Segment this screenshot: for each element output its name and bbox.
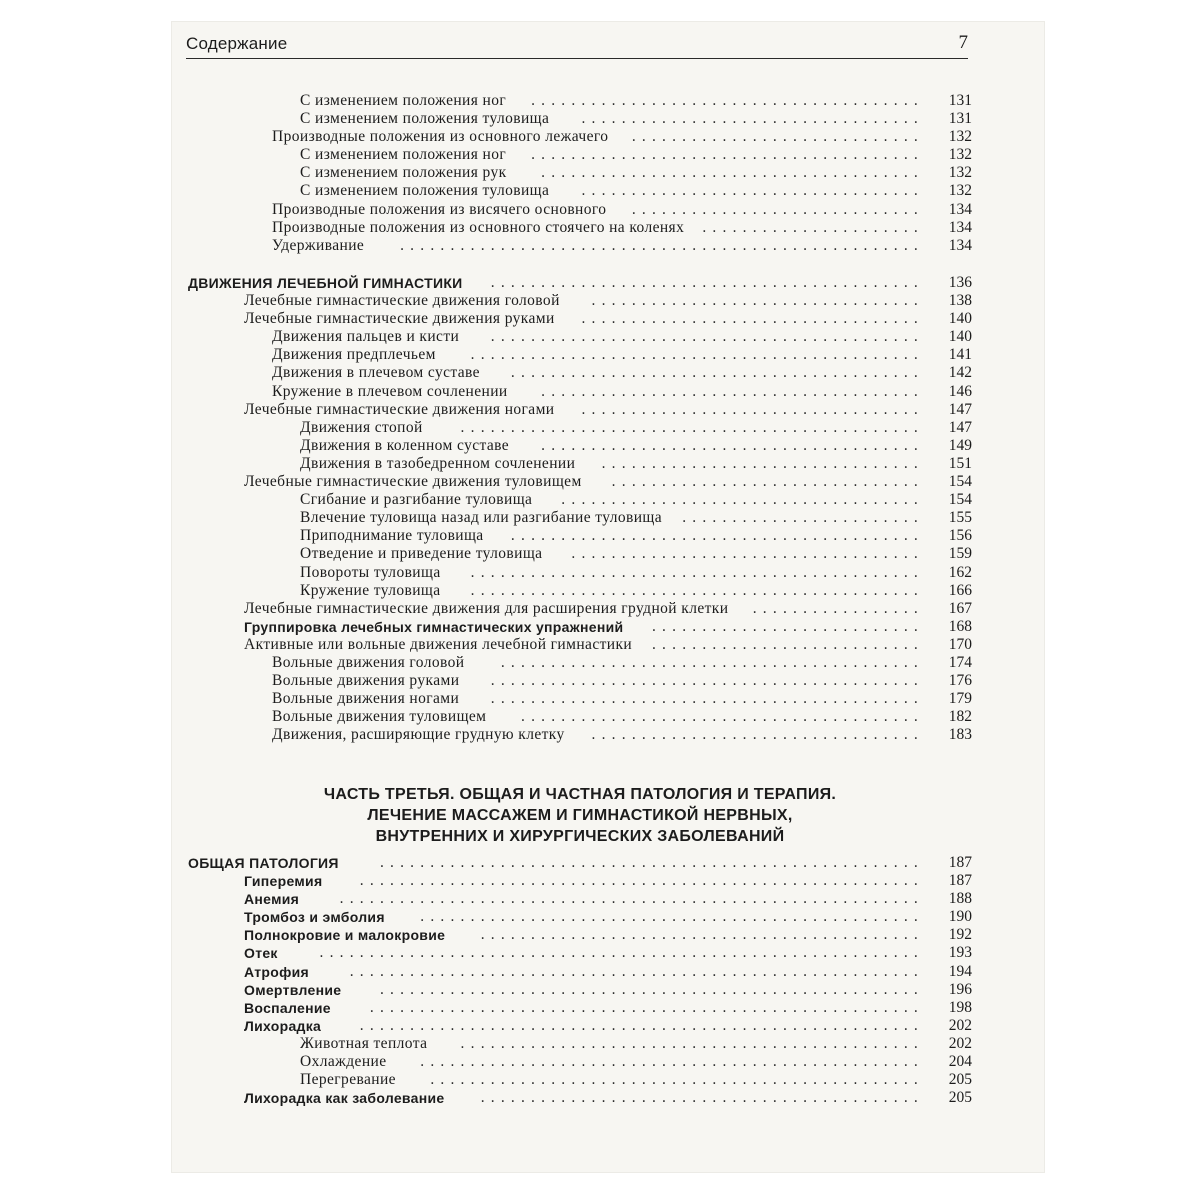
dot-leader: ............................... bbox=[611, 473, 924, 491]
toc-entry bbox=[188, 618, 972, 636]
toc-entry-page: 147 bbox=[948, 400, 972, 418]
toc-entry-page: 192 bbox=[948, 926, 972, 944]
toc-entry-title: Вольные движения туловищем bbox=[272, 708, 487, 726]
dot-leader: ....................................................... bbox=[369, 998, 924, 1016]
toc-entry-title: Кружение в плечевом сочленении bbox=[272, 382, 508, 400]
toc-entry-page: 182 bbox=[948, 708, 972, 726]
dot-leader: ................................ bbox=[601, 454, 924, 472]
toc-entry-title: С изменением положения рук bbox=[300, 164, 507, 182]
toc-entry bbox=[188, 1089, 972, 1107]
dot-leader: ...................... bbox=[702, 218, 924, 236]
toc-entry bbox=[188, 328, 972, 346]
toc-entry-page: 162 bbox=[948, 563, 972, 581]
dot-leader: ....................................... bbox=[531, 92, 924, 109]
toc-entry-title: Движения предплечьем bbox=[272, 346, 436, 364]
toc-entry bbox=[188, 128, 972, 146]
part-heading-line: ЛЕЧЕНИЕ МАССАЖЕМ И ГИМНАСТИКОЙ НЕРВНЫХ, bbox=[367, 807, 793, 824]
toc-entry-title: С изменением положения ног bbox=[300, 146, 507, 164]
toc-entry bbox=[188, 999, 972, 1017]
toc-entry bbox=[188, 491, 972, 509]
toc-entry-page: 168 bbox=[948, 617, 972, 635]
toc-entry bbox=[188, 401, 972, 419]
toc-entry-title: Производные положения из основного лежачего bbox=[272, 128, 609, 146]
toc-entry-page: 134 bbox=[948, 200, 972, 218]
toc-entry-page: 149 bbox=[948, 436, 972, 454]
dot-leader: .............................................. bbox=[460, 1034, 924, 1052]
dot-leader: .................................................. bbox=[420, 1053, 924, 1071]
toc-section-middle bbox=[188, 274, 972, 744]
toc-entry-title: Движения в плечевом суставе bbox=[272, 364, 480, 382]
toc-entry-page: 170 bbox=[948, 635, 972, 653]
dot-leader: ........................................................ bbox=[359, 872, 924, 890]
toc-entry-page: 156 bbox=[948, 527, 972, 545]
toc-entry-page: 174 bbox=[948, 653, 972, 671]
toc-entry bbox=[188, 509, 972, 527]
toc-entry bbox=[188, 473, 972, 491]
dot-leader: ............................................. bbox=[470, 346, 924, 364]
page-number: 7 bbox=[958, 32, 968, 53]
dot-leader: ................................. bbox=[591, 292, 924, 310]
toc-entry bbox=[188, 182, 972, 200]
toc-entry-title: Лихорадка bbox=[244, 1017, 322, 1034]
toc-entry bbox=[188, 346, 972, 364]
toc-entry bbox=[188, 1035, 972, 1053]
toc-entry-page: 159 bbox=[948, 545, 972, 563]
toc-entry-title: Охлаждение bbox=[300, 1053, 387, 1071]
dot-leader: .................................................... bbox=[400, 236, 924, 254]
toc-entry bbox=[188, 636, 972, 654]
running-head bbox=[186, 30, 968, 59]
toc-entry-page: 167 bbox=[948, 599, 972, 617]
toc-entry-title: Лечебные гимнастические движения туловищем bbox=[244, 473, 582, 491]
dot-leader: ........................................ bbox=[521, 708, 924, 726]
toc-entry-page: 205 bbox=[948, 1089, 972, 1107]
toc-entry-page: 151 bbox=[948, 454, 972, 472]
dot-leader: ............................................ bbox=[480, 1089, 924, 1107]
dot-leader: .............................................. bbox=[460, 418, 924, 436]
toc-entry-page: 136 bbox=[948, 274, 972, 291]
dot-leader: ........................... bbox=[651, 635, 924, 653]
toc-entry-title: Перегревание bbox=[300, 1071, 396, 1089]
toc-entry-page: 140 bbox=[948, 310, 972, 328]
toc-entry-title: Кружение туловища bbox=[300, 581, 441, 599]
toc-entry bbox=[188, 1053, 972, 1071]
dot-leader: .................................. bbox=[581, 182, 924, 200]
dot-leader: ...................................... bbox=[541, 436, 924, 454]
toc-entry-title: Омертвление bbox=[244, 981, 342, 998]
toc-entry-title: Отек bbox=[244, 945, 278, 962]
toc-entry bbox=[188, 654, 972, 672]
toc-entry-page: 132 bbox=[948, 182, 972, 200]
toc-entry bbox=[188, 146, 972, 164]
toc-entry-title: Атрофия bbox=[244, 963, 310, 980]
toc-entry-page: 176 bbox=[948, 672, 972, 690]
dot-leader: ......................................................... bbox=[349, 962, 924, 980]
dot-leader: ............................................. bbox=[470, 563, 924, 581]
dot-leader: ...................................... bbox=[541, 382, 924, 400]
dot-leader: ........................... bbox=[651, 617, 924, 635]
toc-entry-title: Влечение туловища назад или разгибание туловища bbox=[300, 509, 663, 527]
toc-entry-page: 142 bbox=[948, 364, 972, 382]
toc-entry bbox=[188, 708, 972, 726]
toc-entry-page: 193 bbox=[948, 944, 972, 962]
dot-leader: ................................... bbox=[571, 545, 924, 563]
dot-leader: ................................................. bbox=[430, 1071, 924, 1089]
toc-entry-title: Лихорадка как заболевание bbox=[244, 1090, 445, 1107]
dot-leader: ............................................ bbox=[480, 926, 924, 944]
dot-leader: ................. bbox=[752, 599, 924, 617]
toc-entry-title: Повороты туловища bbox=[300, 563, 441, 581]
toc-entry bbox=[188, 110, 972, 128]
toc-entry-page: 179 bbox=[948, 690, 972, 708]
dot-leader: ...................................................... bbox=[379, 980, 924, 998]
toc-entry-title: Производные положения из висячего основного bbox=[272, 200, 607, 218]
toc-entry bbox=[188, 564, 972, 582]
toc-entry-page: 202 bbox=[948, 1016, 972, 1034]
toc-entry bbox=[188, 310, 972, 328]
toc-entry-page: 204 bbox=[948, 1053, 972, 1071]
toc-entry-page: 140 bbox=[948, 328, 972, 346]
toc-entry bbox=[188, 364, 972, 382]
toc-entry-page: 132 bbox=[948, 146, 972, 164]
toc-entry-page: 202 bbox=[948, 1034, 972, 1052]
running-title: Содержание bbox=[186, 34, 288, 53]
toc-entry-page: 134 bbox=[948, 236, 972, 254]
toc-entry bbox=[188, 219, 972, 237]
toc-entry-title: Животная теплота bbox=[300, 1034, 428, 1052]
dot-leader: ........................ bbox=[682, 509, 924, 527]
dot-leader: .................................. bbox=[581, 400, 924, 418]
dot-leader: ....................................... bbox=[531, 146, 924, 164]
toc-entry bbox=[188, 582, 972, 600]
toc-entry bbox=[188, 726, 972, 744]
toc-entry-page: 141 bbox=[948, 346, 972, 364]
toc-entry bbox=[188, 1071, 972, 1089]
toc-entry bbox=[188, 890, 972, 908]
toc-entry-title: Лечебные гимнастические движения для расширения грудной клетки bbox=[244, 599, 729, 617]
toc-entry-title: Гиперемия bbox=[244, 873, 323, 890]
toc-entry-title: Лечебные гимнастические движения руками bbox=[244, 310, 555, 328]
toc-entry-page: 155 bbox=[948, 509, 972, 527]
dot-leader: ......................................... bbox=[510, 364, 924, 382]
toc-entry-title: Активные или вольные движения лечебной гимнастики bbox=[244, 635, 633, 653]
dot-leader: .......................................................... bbox=[339, 890, 924, 908]
toc-entry-title: Движения в тазобедренном сочленении bbox=[300, 454, 576, 472]
toc-entry bbox=[188, 690, 972, 708]
toc-entry-title: Воспаление bbox=[244, 999, 331, 1016]
part-heading-line: ВНУТРЕННИХ И ХИРУРГИЧЕСКИХ ЗАБОЛЕВАНИЙ bbox=[375, 828, 785, 845]
toc-entry bbox=[188, 1017, 972, 1035]
toc-entry bbox=[188, 908, 972, 926]
toc-entry-page: 146 bbox=[948, 382, 972, 400]
toc-entry-title: Движения стопой bbox=[300, 418, 423, 436]
toc-entry-page: 132 bbox=[948, 128, 972, 146]
toc-entry bbox=[188, 926, 972, 944]
toc-entry-page: 154 bbox=[948, 491, 972, 509]
toc-entry-page: 196 bbox=[948, 980, 972, 998]
dot-leader: ............................. bbox=[631, 200, 924, 218]
toc-entry bbox=[188, 981, 972, 999]
toc-entry-title: Группировка лечебных гимнастических упражнений bbox=[244, 618, 624, 635]
toc-entry-page: 166 bbox=[948, 581, 972, 599]
dot-leader: ............................................. bbox=[470, 581, 924, 599]
toc-entry bbox=[188, 944, 972, 962]
toc-entry bbox=[188, 872, 972, 890]
dot-leader: ........................................... bbox=[490, 274, 924, 291]
toc-entry-title: ДВИЖЕНИЯ ЛЕЧЕБНОЙ ГИМНАСТИКИ bbox=[188, 275, 463, 291]
dot-leader: ........................................... bbox=[490, 690, 924, 708]
toc-entry bbox=[188, 92, 972, 110]
toc-entry-title: ОБЩАЯ ПАТОЛОГИЯ bbox=[188, 855, 339, 871]
toc-entry bbox=[188, 274, 972, 292]
toc-entry-title: Вольные движения головой bbox=[272, 653, 465, 671]
toc-entry-title: Отведение и приведение туловища bbox=[300, 545, 543, 563]
dot-leader: ................................. bbox=[591, 726, 924, 744]
toc-entry bbox=[188, 383, 972, 401]
dot-leader: .................................. bbox=[581, 110, 924, 128]
toc-entry-title: Производные положения из основного стоячего на коленях bbox=[272, 218, 685, 236]
toc-entry-page: 194 bbox=[948, 962, 972, 980]
toc-entry-page: 131 bbox=[948, 92, 972, 109]
toc-entry-page: 131 bbox=[948, 110, 972, 128]
toc-entry bbox=[188, 527, 972, 545]
toc-entry-page: 134 bbox=[948, 218, 972, 236]
toc-entry-page: 147 bbox=[948, 418, 972, 436]
toc-entry bbox=[188, 292, 972, 310]
toc-entry-title: С изменением положения туловища bbox=[300, 182, 550, 200]
toc-section-bottom bbox=[188, 854, 972, 1107]
toc-entry-title: С изменением положения туловища bbox=[300, 110, 550, 128]
toc-entry-page: 187 bbox=[948, 872, 972, 890]
dot-leader: ........................................... bbox=[490, 672, 924, 690]
toc-entry bbox=[188, 854, 972, 872]
toc-section-top bbox=[188, 92, 972, 255]
toc-entry bbox=[188, 545, 972, 563]
toc-entry bbox=[188, 237, 972, 255]
toc-entry-title: Тромбоз и эмболия bbox=[244, 909, 385, 926]
dot-leader: ........................................... bbox=[490, 328, 924, 346]
toc-entry-title: Лечебные гимнастические движения ногами bbox=[244, 400, 555, 418]
toc-entry-title: Сгибание и разгибание туловища bbox=[300, 491, 533, 509]
dot-leader: ...................................... bbox=[541, 164, 924, 182]
toc-entry-title: Полнокровие и малокровие bbox=[244, 927, 446, 944]
toc-entry-title: Движения в коленном суставе bbox=[300, 436, 510, 454]
toc-entry bbox=[188, 963, 972, 981]
dot-leader: .................................................. bbox=[420, 908, 924, 926]
toc-entry-page: 138 bbox=[948, 292, 972, 310]
toc-entry-title: Анемия bbox=[244, 891, 300, 908]
toc-entry bbox=[188, 437, 972, 455]
dot-leader: ........................................................ bbox=[359, 1016, 924, 1034]
dot-leader: ............................. bbox=[631, 128, 924, 146]
toc-entry bbox=[188, 455, 972, 473]
toc-entry-page: 198 bbox=[948, 998, 972, 1016]
toc-entry-title: Движения, расширяющие грудную клетку bbox=[272, 726, 565, 744]
toc-entry bbox=[188, 600, 972, 618]
part-heading-line: ЧАСТЬ ТРЕТЬЯ. ОБЩАЯ И ЧАСТНАЯ ПАТОЛОГИЯ И ТЕРАПИЯ. bbox=[323, 786, 837, 803]
toc-entry-title: Приподнимание туловища bbox=[300, 527, 484, 545]
toc-entry-title: Движения пальцев и кисти bbox=[272, 328, 460, 346]
toc-entry-title: Вольные движения ногами bbox=[272, 690, 460, 708]
toc-entry-title: С изменением положения ног bbox=[300, 92, 507, 109]
dot-leader: ............................................................ bbox=[319, 944, 924, 962]
toc-entry-page: 205 bbox=[948, 1071, 972, 1089]
toc-entry-page: 154 bbox=[948, 473, 972, 491]
toc-entry-page: 183 bbox=[948, 726, 972, 744]
toc-entry bbox=[188, 164, 972, 182]
dot-leader: .................................. bbox=[581, 310, 924, 328]
toc-entry bbox=[188, 201, 972, 219]
toc-entry-title: Вольные движения руками bbox=[272, 672, 460, 690]
dot-leader: ...................................................... bbox=[379, 854, 924, 871]
toc-entry-page: 187 bbox=[948, 854, 972, 871]
toc-entry-page: 188 bbox=[948, 890, 972, 908]
toc-entry-page: 132 bbox=[948, 164, 972, 182]
toc-entry-title: Удерживание bbox=[272, 236, 365, 254]
dot-leader: .................................... bbox=[561, 491, 924, 509]
toc-entry-title: Лечебные гимнастические движения головой bbox=[244, 292, 560, 310]
toc-entry bbox=[188, 419, 972, 437]
toc-entry bbox=[188, 672, 972, 690]
dot-leader: .......................................... bbox=[500, 653, 924, 671]
part-heading bbox=[188, 784, 972, 847]
dot-leader: ......................................... bbox=[510, 527, 924, 545]
toc-entry-page: 190 bbox=[948, 908, 972, 926]
